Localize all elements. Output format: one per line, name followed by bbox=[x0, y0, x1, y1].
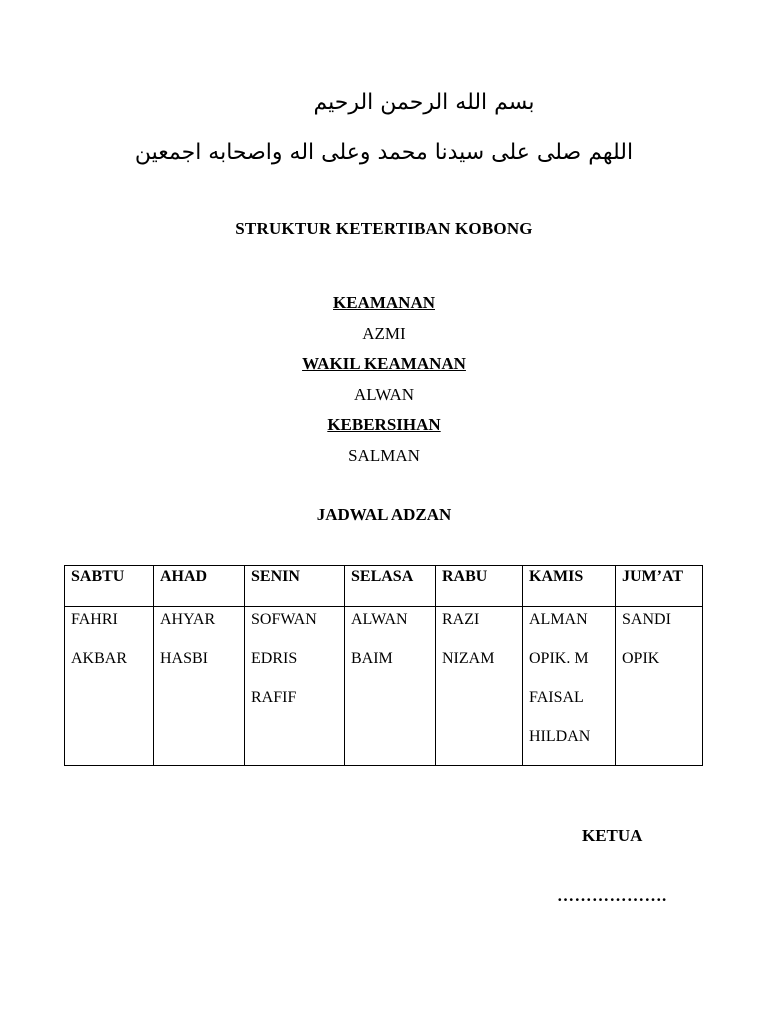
schedule-title: JADWAL ADZAN bbox=[316, 505, 452, 524]
muadzin-name: FAHRI bbox=[71, 611, 118, 628]
muadzin-name: BAIM bbox=[351, 650, 393, 667]
names-cell-sabtu bbox=[65, 607, 154, 766]
muadzin-name: NIZAM bbox=[442, 650, 495, 667]
table-header-row bbox=[65, 566, 703, 607]
muadzin-name: ALMAN bbox=[529, 611, 588, 628]
muadzin-name: HASBI bbox=[160, 650, 209, 667]
roles-section bbox=[0, 291, 768, 474]
muadzin-name: HILDAN bbox=[529, 728, 591, 745]
muadzin-name: RAFIF bbox=[251, 689, 297, 706]
names-cell-ahad bbox=[154, 607, 245, 766]
muadzin-name: SOFWAN bbox=[251, 611, 317, 628]
signature-title: KETUA bbox=[582, 826, 643, 845]
day-header-jumat: JUM’AT bbox=[616, 566, 703, 607]
muadzin-name: AKBAR bbox=[71, 650, 128, 667]
names-cell-kamis bbox=[523, 607, 616, 766]
muadzin-name: OPIK. M bbox=[529, 650, 589, 667]
muadzin-name: RAZI bbox=[442, 611, 480, 628]
muadzin-name: OPIK bbox=[622, 650, 660, 667]
day-header-selasa: SELASA bbox=[345, 566, 436, 607]
salawat-text: اللهم صلى على سيدنا محمد وعلى اله واصحابه اجمعين bbox=[134, 140, 634, 165]
signature-line: ………………. bbox=[557, 886, 667, 905]
day-header-kamis: KAMIS bbox=[523, 566, 616, 607]
day-header-sabtu: SABTU bbox=[65, 566, 154, 607]
role-name-keamanan: AZMI bbox=[362, 323, 406, 343]
muadzin-name: FAISAL bbox=[529, 689, 584, 706]
role-label-wakil-keamanan: WAKIL KEAMANAN bbox=[302, 354, 466, 373]
day-header-ahad: AHAD bbox=[154, 566, 245, 607]
names-cell-selasa bbox=[345, 607, 436, 766]
names-cell-jumat bbox=[616, 607, 703, 766]
muadzin-name: EDRIS bbox=[251, 650, 298, 667]
table-row bbox=[65, 607, 703, 766]
basmalah-text: بسم الله الرحمن الرحيم bbox=[313, 90, 535, 115]
role-name-kebersihan: SALMAN bbox=[348, 445, 420, 465]
role-label-keamanan: KEAMANAN bbox=[333, 293, 435, 312]
adzan-schedule-table bbox=[64, 565, 703, 766]
muadzin-name: AHYAR bbox=[160, 611, 216, 628]
muadzin-name: SANDI bbox=[622, 611, 671, 628]
day-header-rabu: RABU bbox=[436, 566, 523, 607]
names-cell-senin bbox=[245, 607, 345, 766]
role-label-kebersihan: KEBERSIHAN bbox=[327, 415, 441, 434]
muadzin-name: ALWAN bbox=[351, 611, 408, 628]
role-name-wakil-keamanan: ALWAN bbox=[353, 384, 415, 404]
day-header-senin: SENIN bbox=[245, 566, 345, 607]
names-cell-rabu bbox=[436, 607, 523, 766]
document-title: STRUKTUR KETERTIBAN KOBONG bbox=[235, 219, 533, 238]
